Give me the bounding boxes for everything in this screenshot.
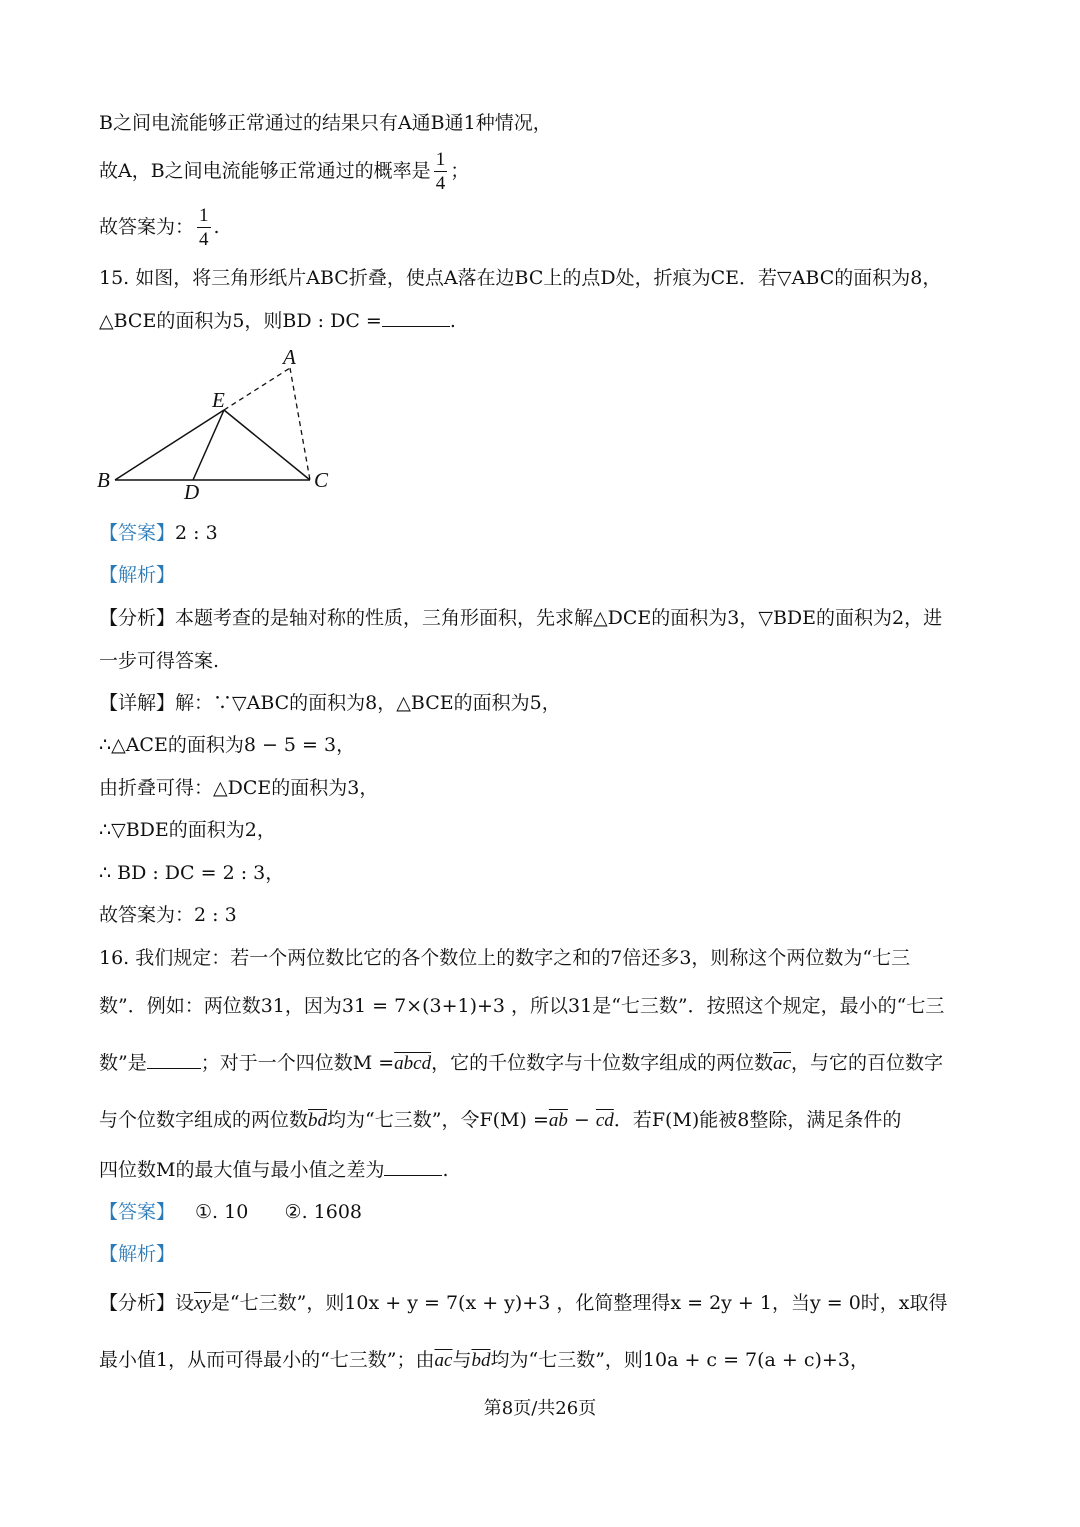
segment-BE [115,410,224,480]
text-line: B之间电流能够正常通过的结果只有A通B通1种情况， [99,112,552,134]
overlined-number: $\overline{ac}$ [773,1053,792,1074]
overlined-number: $\overline{bd}$ [471,1350,491,1371]
answer-tag: 【答案】 [99,1201,176,1223]
question-16-stem-4 [99,1111,901,1130]
text-fragment: . [442,1159,449,1181]
question-16-stem: 16. 我们规定：若一个两位数比它的各个数位上的数字之和的7倍还多3，则称这个两位数为“七三 [99,947,911,969]
segment-EC [224,410,310,480]
analysis-text [99,1351,869,1370]
answer-line [99,1203,362,1222]
label-E: E [212,388,225,412]
analysis-text: 【分析】本题考查的是轴对称的性质，三角形面积，先求解△DCE的面积为3，▽BDE的面积为2，进 [99,607,943,629]
answer-blank [382,312,450,327]
text-line [99,206,220,250]
text-fragment: 数”是 [99,1052,147,1074]
answer-tag: 【答案】 [99,522,176,544]
text-fragment: ，与它的百位数字 [791,1052,944,1074]
question-16-stem-3 [99,1054,943,1073]
answer-value: ①. 10 ②. 1608 [195,1201,363,1223]
answer-line [99,524,218,543]
text-fragment: ，它的千位数字与十位数字组成的两位数 [431,1052,774,1074]
fraction-numerator: 1 [435,149,446,170]
analysis-text: 一步可得答案. [99,650,220,672]
overlined-number: abcd [394,1053,432,1074]
answer-blank [147,1054,201,1069]
fraction [197,206,211,250]
detail-text: 【详解】解：∵▽ABC的面积为8，△BCE的面积为5， [99,692,561,714]
answer-label: 故答案为： [99,215,195,238]
answer-blank [384,1161,442,1176]
text-fragment: . [213,215,220,238]
detail-text: 由折叠可得：△DCE的面积为3， [99,777,379,799]
question-15-stem-2 [99,312,456,331]
fraction-numerator: 1 [199,205,209,226]
text-fragment: 【分析】设 [99,1292,195,1314]
text-fragment: − [567,1109,596,1131]
analysis-tag: 【解析】 [99,1243,176,1265]
text-fragment: 最小值1，从而可得最小的“七三数”；由 [99,1349,435,1371]
dashed-segment-AC [290,368,310,480]
text-fragment: 四位数M的最大值与最小值之差为 [99,1159,385,1181]
overlined-number: $\overline{ac}$ [434,1350,453,1371]
page-footer: 第8页/共26页 [483,1398,597,1419]
overlined-number: $\overline{ab}$ [548,1110,568,1131]
text-fragment: 是“七三数”，则10x + y = 7(x + y)+3 ，化简整理得x = 2y + 1，当y = 0时，x取得 [210,1292,948,1314]
label-D: D [184,480,200,504]
answer-value: 2 : 3 [175,522,218,544]
overlined-number: $\overline{bd}$ [308,1110,328,1131]
question-16-stem-2: 数”．例如：两位数31，因为31 = 7×(3+1)+3 ，所以31是“七三数”．按照这个规定，最小的“七三 [99,995,945,1017]
fraction [434,150,448,194]
triangle-figure [90,340,340,505]
question-16-stem-5 [99,1161,449,1180]
text-line [99,150,469,194]
dashed-segment-EA [224,368,290,410]
detail-text: ∴△ACE的面积为8 − 5 = 3， [99,734,356,756]
analysis-tag: 【解析】 [99,564,176,586]
label-C: C [314,468,329,492]
analysis-text [99,1294,948,1313]
text-fragment: △BCE的面积为5，则BD : DC = [99,310,382,332]
text-fragment: 与 [452,1349,472,1371]
fraction-denominator: 4 [435,172,446,194]
text-fragment: . [449,310,456,332]
overlined-number: $\overline{xy}$ [194,1293,211,1314]
detail-text: ∴▽BDE的面积为2， [99,819,276,841]
text-fragment: 与个位数字组成的两位数 [99,1109,309,1131]
label-A: A [283,345,296,369]
fraction-denominator: 4 [199,228,209,250]
detail-text: 故答案为：2 : 3 [99,904,237,926]
text-fragment: 均为“七三数”，令F(M) = [327,1109,549,1131]
question-15-stem: 15. 如图，将三角形纸片ABC折叠，使点A落在边BC上的点D处，折痕为CE．若▽ABC的面积为8， [99,267,942,289]
text-fragment: ；对于一个四位数M = [200,1052,395,1074]
text-fragment: 均为“七三数”，则10a + c = 7(a + c)+3， [490,1349,869,1371]
label-B: B [97,468,110,492]
text-fragment: 故A，B之间电流能够正常通过的概率是 [99,159,431,182]
overlined-number: $\overline{cd}$ [595,1110,614,1131]
text-fragment: ； [450,159,470,182]
text-fragment: ．若F(M)能被8整除，满足条件的 [613,1109,902,1131]
detail-text: ∴ BD : DC = 2 : 3， [99,862,285,884]
